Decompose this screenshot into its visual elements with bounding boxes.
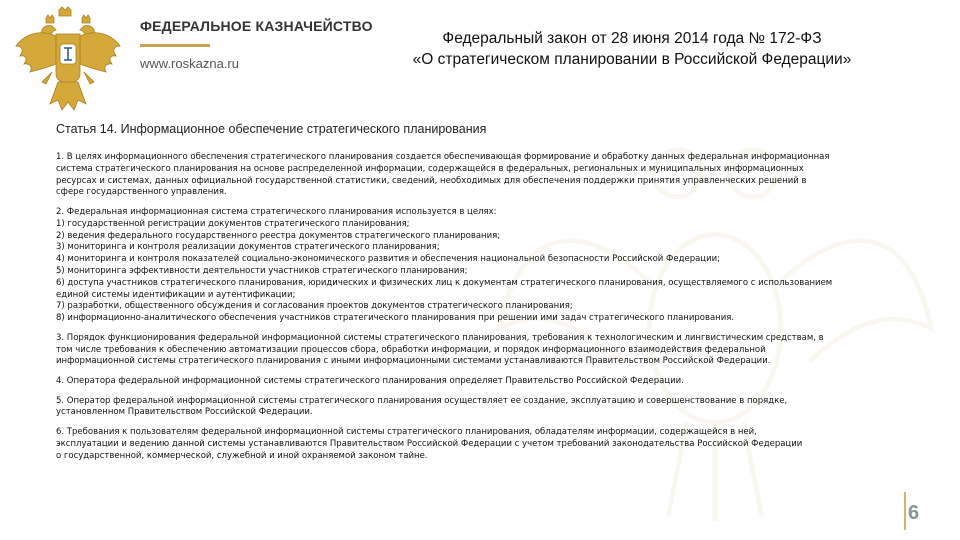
paragraph-2 (56, 207, 936, 325)
list-item: 6) доступа участников стратегического планирования, юридических и физических лиц к документам стратегического планирования, осуществляемого с использованием (56, 277, 833, 288)
text-line: о государственной, коммерческой, служебной и иной охраняемой законом тайне. (56, 450, 428, 461)
paragraph-1 (56, 152, 936, 199)
list-item: 7) разработки, общественного обсуждения и согласования проектов документов стратегического планирования; (56, 301, 573, 312)
title-line-2: «О стратегическом планировании в Российской Федерации» (412, 51, 852, 68)
paragraph-6 (56, 427, 936, 462)
text-line: информационной системы стратегического планирования с иными информационными системами устанавливаются Правительством Российской Федерации. (56, 356, 771, 367)
list-item: 5) мониторинга эффективности деятельности участников стратегического планирования; (56, 265, 468, 276)
paragraph-3 (56, 333, 936, 368)
article-body (56, 152, 936, 470)
org-name: ФЕДЕРАЛЬНОЕ КАЗНАЧЕЙСТВО (140, 18, 373, 34)
list-item: 4) мониторинга и контроля показателей социально-экономического развития и обеспечения национальной безопасности Российской Федерации; (56, 254, 720, 265)
page-number: 6 (908, 502, 920, 524)
text-line: ресурсах и системах, данных официальной государственной статистики, сведений, необходимых для обеспечения поддержки принятия управленческих решений в (56, 175, 807, 186)
page-title (352, 28, 912, 70)
text-line: эксплуатации и ведению данной системы устанавливаются Правительством Российской Федерации с учетом требований законодательства Российской Федерации (56, 438, 803, 449)
text-line: 6. Требования к пользователям федеральной информационной системы стратегического планирования, обладателям информации, содержащейся в ней, (56, 426, 757, 437)
page-corner-accent (904, 492, 906, 530)
text-line: система стратегического планирования на основе распределенной информации, содержащейся в федеральных, региональных и муниципальных информационных (56, 163, 804, 174)
list-item: 8) информационно-аналитического обеспечения участников стратегического планирования при решении ими задач стратегического планирования. (56, 313, 735, 324)
article-heading: Статья 14. Информационное обеспечение стратегического планирования (56, 122, 487, 136)
text-line: том числе требования к обеспечению автоматизации процессов сбора, обработки информации, и порядок информационного взаимодействия федеральной (56, 344, 766, 355)
list-item: единой системы идентификации и аутентификации; (56, 289, 296, 300)
list-item: 2) ведения федерального государственного реестра документов стратегического планирования; (56, 230, 501, 241)
brand-divider (140, 44, 210, 47)
paragraph-5 (56, 396, 936, 420)
list-item: 3) мониторинга и контроля реализации документов стратегического планирования; (56, 242, 440, 253)
title-line-1: Федеральный закон от 28 июня 2014 года № 172-ФЗ (442, 30, 822, 47)
text-line: 5. Оператор федеральной информационной системы стратегического планирования осуществляет ее создание, эксплуатацию и совершенствование в порядке, (56, 395, 788, 406)
list-item: 1) государственной регистрации документов стратегического планирования; (56, 218, 410, 229)
org-url: www.roskazna.ru (140, 56, 239, 71)
text-line: 3. Порядок функционирования федеральной информационной системы стратегического планирования, требования к технологическим и лингвистическим средствам, в (56, 332, 824, 343)
text-line: 1. В целях информационного обеспечения стратегического планирования создается обеспечивающая формирование и обработку данных федеральная информационная (56, 152, 830, 162)
text-line: 2. Федеральная информационная система стратегического планирования используется в целях: (56, 206, 497, 217)
text-line: 4. Оператора федеральной информационной системы стратегического планирования определяет Правительство Российской Федерации. (56, 375, 684, 386)
text-line: сфере государственного управления. (56, 187, 227, 198)
text-line: установленном Правительством Российской Федерации. (56, 407, 313, 418)
double-headed-eagle-emblem-icon (12, 6, 124, 116)
paragraph-4 (56, 376, 936, 388)
